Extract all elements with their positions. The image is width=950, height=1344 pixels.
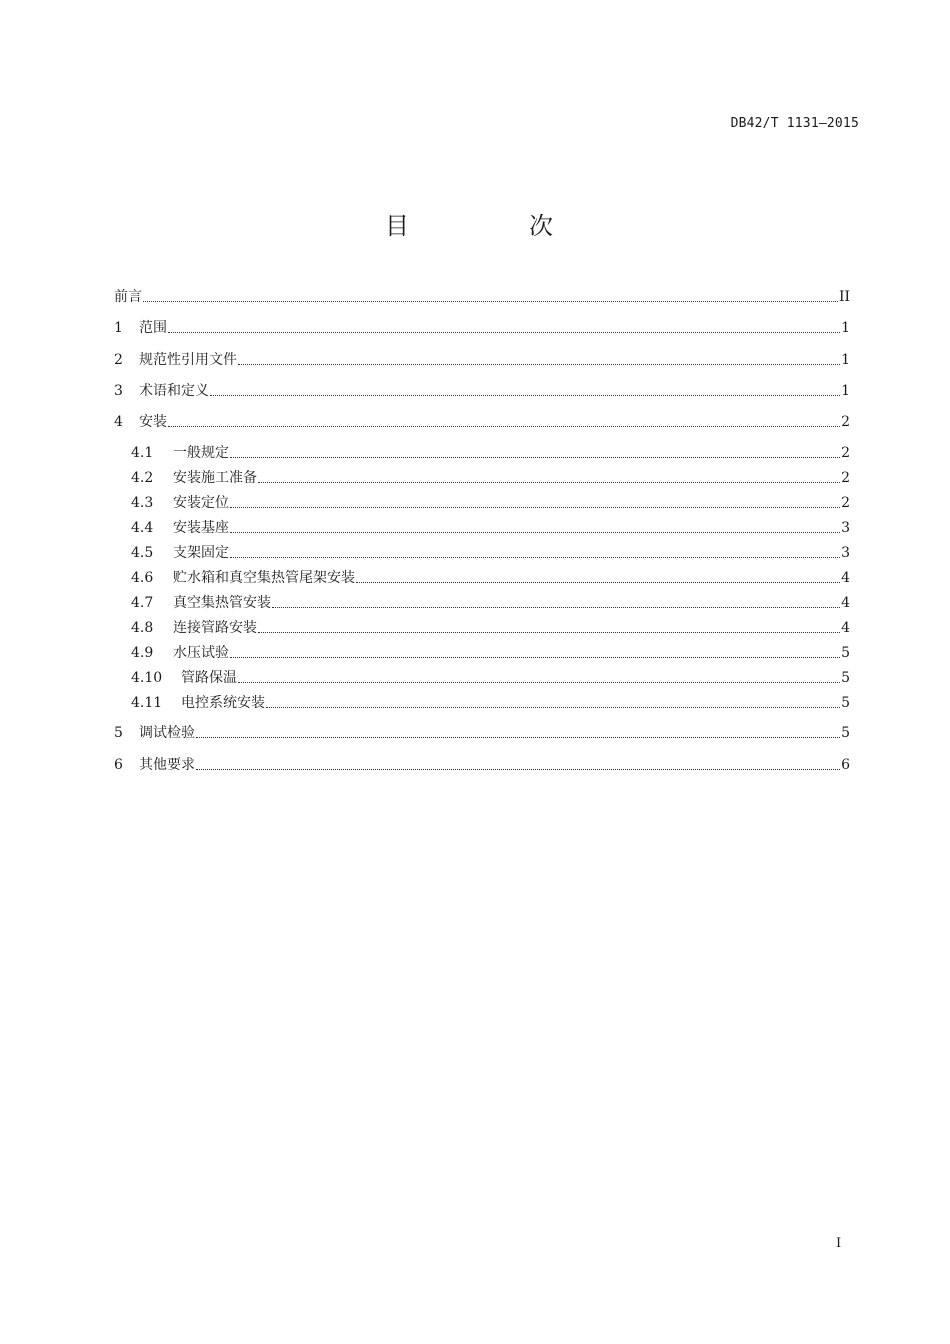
toc-entry-label: 规范性引用文件 xyxy=(139,352,237,368)
toc-dot-leader xyxy=(168,322,840,334)
toc-entry-4-9[interactable] xyxy=(131,644,850,662)
toc-entry-label: 管路保温 xyxy=(181,670,237,686)
toc-entry-label: 一般规定 xyxy=(173,445,229,461)
toc-entry-label: 真空集热管安装 xyxy=(173,595,271,611)
toc-entry-label: 安装定位 xyxy=(173,495,229,511)
toc-entry-label: 电控系统安装 xyxy=(181,695,265,711)
toc-dot-leader xyxy=(238,354,840,366)
toc-entry-page: 4 xyxy=(841,570,850,586)
toc-entry-label: 贮水箱和真空集热管尾架安装 xyxy=(173,570,355,586)
toc-entry-page: 1 xyxy=(841,320,850,336)
toc-entry-number: 5 xyxy=(114,725,123,741)
toc-dot-leader xyxy=(143,291,838,303)
toc-entry-page: 2 xyxy=(841,414,850,430)
toc-entry-4-1[interactable] xyxy=(131,444,850,462)
document-code: DB42/T 1131—2015 xyxy=(730,116,859,131)
page-title: 目 次 xyxy=(385,212,601,240)
toc-dot-leader xyxy=(196,759,840,771)
toc-entry-4-6[interactable] xyxy=(131,569,850,587)
page-number: I xyxy=(836,1236,842,1251)
toc-entry-page: 3 xyxy=(841,520,850,536)
toc-entry-4-5[interactable] xyxy=(131,544,850,562)
toc-entry-4-8[interactable] xyxy=(131,619,850,637)
toc-dot-leader xyxy=(210,385,840,397)
toc-entry-label: 连接管路安装 xyxy=(173,620,257,636)
toc-entry-number: 4.9 xyxy=(131,645,154,661)
toc-entry-number: 4.4 xyxy=(131,520,154,536)
toc-entry-number: 4 xyxy=(114,414,123,430)
toc-entry-6[interactable] xyxy=(114,756,850,774)
toc-entry-page: 1 xyxy=(841,383,850,399)
toc-dot-leader xyxy=(196,727,840,739)
toc-entry-page: 5 xyxy=(841,670,850,686)
toc-entry-number: 4.1 xyxy=(131,445,154,461)
toc-dot-leader xyxy=(230,497,840,509)
toc-entry-2[interactable] xyxy=(114,351,850,369)
toc-entry-page: 1 xyxy=(841,352,850,368)
toc-dot-leader xyxy=(230,547,840,559)
toc-entry-label: 安装 xyxy=(139,414,167,430)
toc-entry-label: 范围 xyxy=(139,320,167,336)
toc-dot-leader xyxy=(272,597,840,609)
toc-entry-4-4[interactable] xyxy=(131,519,850,537)
toc-entry-page: 5 xyxy=(841,725,850,741)
toc-entry-page: 2 xyxy=(841,495,850,511)
toc-entry-5[interactable] xyxy=(114,724,850,742)
toc-entry-label: 支架固定 xyxy=(173,545,229,561)
toc-entry-label: 安装基座 xyxy=(173,520,229,536)
toc-entry-page: 4 xyxy=(841,595,850,611)
toc-entry-page: 4 xyxy=(841,620,850,636)
toc-entry-4-11[interactable] xyxy=(131,694,850,712)
toc-entry-label: 其他要求 xyxy=(139,757,195,773)
toc-dot-leader xyxy=(230,522,840,534)
toc-entry-number: 4.8 xyxy=(131,620,154,636)
toc-dot-leader xyxy=(168,416,840,428)
toc-entry-number: 4.7 xyxy=(131,595,154,611)
toc-entry-number: 2 xyxy=(114,352,123,368)
toc-entry-number: 4.5 xyxy=(131,545,154,561)
toc-dot-leader xyxy=(238,672,840,684)
toc-entry-page: 6 xyxy=(841,757,850,773)
toc-entry-label: 术语和定义 xyxy=(139,383,209,399)
toc-entry-3[interactable] xyxy=(114,382,850,400)
toc-entry-4[interactable] xyxy=(114,413,850,431)
toc-entry-page: 2 xyxy=(841,470,850,486)
toc-entry-page: II xyxy=(838,289,850,305)
toc-dot-leader xyxy=(258,622,840,634)
toc-entry-4-2[interactable] xyxy=(131,469,850,487)
toc-entry-foreword[interactable] xyxy=(114,288,850,306)
toc-entry-number: 4.11 xyxy=(131,695,163,711)
toc-entry-number: 6 xyxy=(114,757,123,773)
toc-entry-number: 1 xyxy=(114,320,123,336)
toc-entry-number: 4.10 xyxy=(131,670,163,686)
toc-dot-leader xyxy=(258,472,840,484)
toc-entry-label: 前言 xyxy=(114,289,142,305)
toc-entry-number: 3 xyxy=(114,383,123,399)
toc-entry-label: 调试检验 xyxy=(139,725,195,741)
toc-dot-leader xyxy=(266,697,840,709)
toc-dot-leader xyxy=(356,572,840,584)
toc-entry-1[interactable] xyxy=(114,319,850,337)
toc-entry-page: 5 xyxy=(841,695,850,711)
toc-entry-label: 安装施工准备 xyxy=(173,470,257,486)
toc-entry-page: 5 xyxy=(841,645,850,661)
toc-entry-label: 水压试验 xyxy=(173,645,229,661)
toc-dot-leader xyxy=(230,647,840,659)
toc-entry-number: 4.6 xyxy=(131,570,154,586)
toc-entry-4-10[interactable] xyxy=(131,669,850,687)
toc-entry-number: 4.3 xyxy=(131,495,154,511)
toc-entry-4-3[interactable] xyxy=(131,494,850,512)
toc-dot-leader xyxy=(230,447,840,459)
toc-entry-page: 3 xyxy=(841,545,850,561)
toc-entry-4-7[interactable] xyxy=(131,594,850,612)
toc-entry-number: 4.2 xyxy=(131,470,154,486)
toc-entry-page: 2 xyxy=(841,445,850,461)
